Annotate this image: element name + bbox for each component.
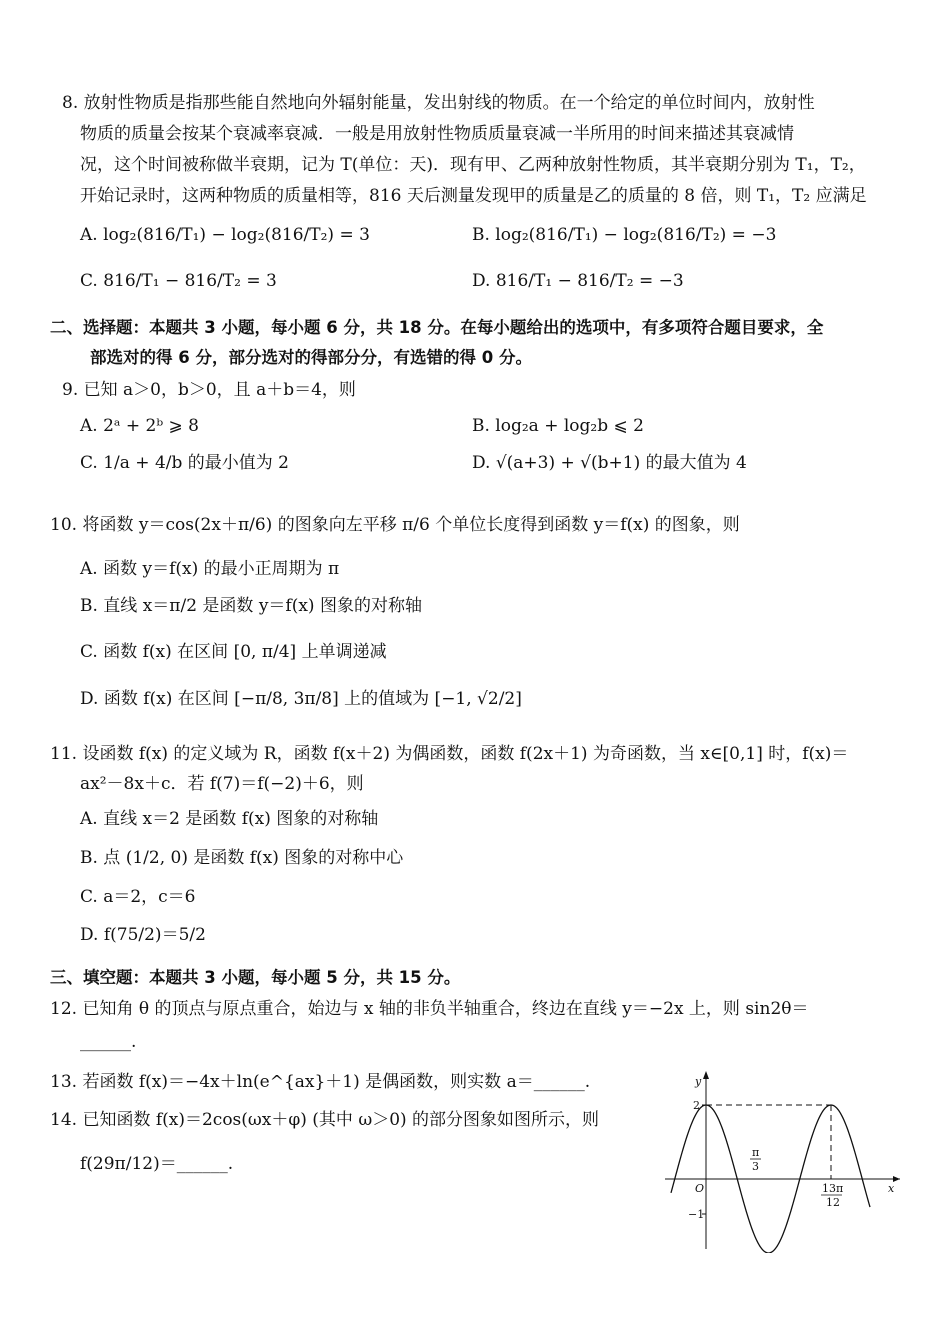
q8-option-c: C. 816/T₁ − 816/T₂ = 3 [80, 271, 277, 291]
q9-option-d: D. √(a+3) + √(b+1) 的最大值为 4 [472, 453, 747, 473]
y-axis-arrow-icon [703, 1071, 709, 1079]
pi-over-3-num: π [752, 1146, 760, 1159]
q11-line-2: ax²－8x＋c．若 f(7)＝f(−2)＋6，则 [80, 774, 364, 794]
pi-over-3-den: 3 [752, 1160, 759, 1173]
q11-option-b: B. 点 (1/2, 0) 是函数 f(x) 图象的对称中心 [80, 848, 404, 868]
q10-option-d: D. 函数 f(x) 在区间 [−π/8, 3π/8] 上的值域为 [−1, √2/2] [80, 689, 522, 709]
q8-option-a: A. log₂(816/T₁) − log₂(816/T₂) = 3 [80, 225, 370, 245]
y-axis-label: y [695, 1075, 702, 1088]
origin-label: O [695, 1182, 705, 1195]
section3-heading: 三、填空题：本题共 3 小题，每小题 5 分，共 15 分。 [50, 968, 461, 987]
y-tick-2-label: 2 [693, 1099, 700, 1112]
function-graph [655, 1063, 910, 1253]
q13-text: 13. 若函数 f(x)＝−4x＋ln(e^{ax}＋1) 是偶函数，则实数 a＝______. [50, 1072, 591, 1092]
q10-stem: 10. 将函数 y＝cos(2x＋π/6) 的图象向左平移 π/6 个单位长度得到函数 y＝f(x) 的图象，则 [50, 515, 740, 535]
q9-stem: 9. 已知 a＞0，b＞0，且 a＋b＝4，则 [62, 380, 356, 400]
q9-option-c: C. 1/a + 4/b 的最小值为 2 [80, 453, 289, 473]
thirteen-pi-num: 13π [822, 1182, 844, 1195]
q8-line-3: 况，这个时间被称做半衰期，记为 T(单位：天)．现有甲、乙两种放射性物质，其半衰期分别为 T₁，T₂， [80, 155, 866, 175]
q10-option-a: A. 函数 y＝f(x) 的最小正周期为 π [80, 559, 340, 579]
q11-option-a: A. 直线 x＝2 是函数 f(x) 图象的对称轴 [80, 809, 379, 829]
q8-option-d: D. 816/T₁ − 816/T₂ = −3 [472, 271, 684, 291]
q14-line-2: f(29π/12)＝______. [80, 1154, 234, 1174]
q11-line-1: 11. 设函数 f(x) 的定义域为 R，函数 f(x＋2) 为偶函数，函数 f(2x＋1) 为奇函数，当 x∈[0,1] 时，f(x)＝ [50, 744, 849, 764]
q10-option-c: C. 函数 f(x) 在区间 [0, π/4] 上单调递减 [80, 642, 387, 662]
q8-line-1: 8. 放射性物质是指那些能自然地向外辐射能量，发出射线的物质。在一个给定的单位时间内，放射性 [62, 93, 815, 113]
q8-option-b: B. log₂(816/T₁) − log₂(816/T₂) = −3 [472, 225, 777, 245]
thirteen-pi-den: 12 [826, 1196, 840, 1209]
q14-line-1: 14. 已知函数 f(x)＝2cos(ωx＋φ) (其中 ω＞0) 的部分图象如图所示，则 [50, 1110, 600, 1130]
section2-heading: 二、选择题：本题共 3 小题，每小题 6 分，共 18 分。在每小题给出的选项中，有多项符合题目要求，全 [50, 318, 824, 337]
q9-option-a: A. 2ᵃ + 2ᵇ ⩾ 8 [80, 416, 199, 436]
x-axis-label: x [888, 1182, 895, 1195]
q11-option-c: C. a＝2，c＝6 [80, 887, 196, 907]
section2-heading-cont: 部选对的得 6 分，部分选对的得部分分，有选错的得 0 分。 [90, 348, 532, 367]
y-tick-neg1-label: −1 [688, 1208, 705, 1221]
q12-line-1: 12. 已知角 θ 的顶点与原点重合，始边与 x 轴的非负半轴重合，终边在直线 y＝−2x 上，则 sin2θ＝ [50, 999, 809, 1019]
q8-line-2: 物质的质量会按某个衰减率衰减．一般是用放射性物质质量衰减一半所用的时间来描述其衰减情 [80, 124, 794, 144]
q12-line-2: ______. [80, 1032, 137, 1052]
q10-option-b: B. 直线 x＝π/2 是函数 y＝f(x) 图象的对称轴 [80, 596, 422, 616]
q8-line-4: 开始记录时，这两种物质的质量相等，816 天后测量发现甲的质量是乙的质量的 8 倍，则 T₁，T₂ 应满足 [80, 186, 867, 206]
q11-option-d: D. f(75/2)＝5/2 [80, 925, 206, 945]
q9-option-b: B. log₂a + log₂b ⩽ 2 [472, 416, 644, 436]
